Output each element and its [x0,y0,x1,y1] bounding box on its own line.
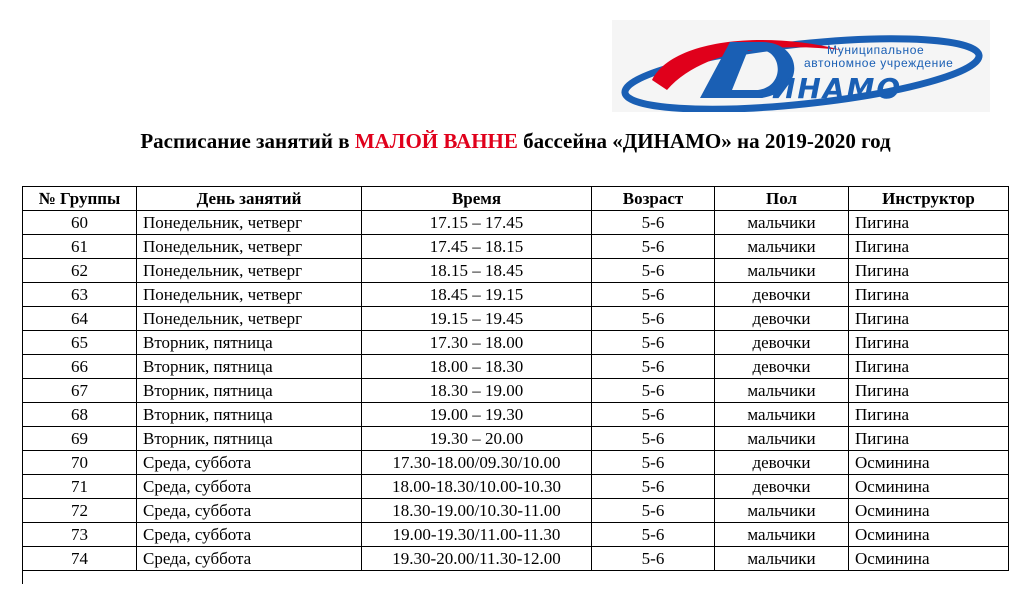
group-number-cell: 63 [23,283,137,307]
table-header-row [23,187,1009,211]
table-body [23,211,1009,571]
time-cell: 19.30-20.00/11.30-12.00 [362,547,592,571]
time-cell: 18.30-19.00/10.30-11.00 [362,499,592,523]
table-row [23,499,1009,523]
gender-cell: девочки [715,283,849,307]
group-number-cell: 72 [23,499,137,523]
day-cell: Вторник, пятница [137,427,362,451]
day-cell: Среда, суббота [137,475,362,499]
text-cursor [22,567,23,584]
table-row [23,547,1009,571]
day-cell: Вторник, пятница [137,331,362,355]
gender-cell: мальчики [715,211,849,235]
time-cell: 19.30 – 20.00 [362,427,592,451]
header-instructor: Инструктор [849,187,1009,211]
time-cell: 18.00-18.30/10.00-10.30 [362,475,592,499]
group-number-cell: 70 [23,451,137,475]
time-cell: 19.00 – 19.30 [362,403,592,427]
group-number-cell: 69 [23,427,137,451]
day-cell: Вторник, пятница [137,379,362,403]
gender-cell: девочки [715,451,849,475]
table-row [23,355,1009,379]
table-row [23,211,1009,235]
day-cell: Понедельник, четверг [137,259,362,283]
table-row [23,403,1009,427]
age-cell: 5-6 [592,451,715,475]
schedule-table [22,186,1009,571]
title-prefix: Расписание занятий в [140,129,355,153]
day-cell: Среда, суббота [137,547,362,571]
gender-cell: мальчики [715,259,849,283]
age-cell: 5-6 [592,523,715,547]
day-cell: Среда, суббота [137,451,362,475]
time-cell: 18.00 – 18.30 [362,355,592,379]
title-suffix: бассейна «ДИНАМО» на 2019-2020 год [517,129,891,153]
instructor-cell: Пигина [849,307,1009,331]
gender-cell: девочки [715,307,849,331]
gender-cell: мальчики [715,403,849,427]
time-cell: 18.30 – 19.00 [362,379,592,403]
instructor-cell: Пигина [849,427,1009,451]
time-cell: 17.30 – 18.00 [362,331,592,355]
age-cell: 5-6 [592,379,715,403]
day-cell: Понедельник, четверг [137,235,362,259]
time-cell: 19.00-19.30/11.00-11.30 [362,523,592,547]
day-cell: Вторник, пятница [137,403,362,427]
table-row [23,235,1009,259]
group-number-cell: 60 [23,211,137,235]
group-number-cell: 62 [23,259,137,283]
gender-cell: мальчики [715,427,849,451]
gender-cell: мальчики [715,235,849,259]
time-cell: 18.45 – 19.15 [362,283,592,307]
age-cell: 5-6 [592,499,715,523]
age-cell: 5-6 [592,427,715,451]
time-cell: 17.15 – 17.45 [362,211,592,235]
title-highlight: МАЛОЙ ВАННЕ [354,129,518,153]
logo-text-line2: автономное учреждение [804,56,954,70]
instructor-cell: Пигина [849,355,1009,379]
logo-text-line1: Муниципальное [827,43,925,57]
table-row [23,475,1009,499]
dinamo-logo [612,20,990,112]
age-cell: 5-6 [592,259,715,283]
group-number-cell: 66 [23,355,137,379]
page-title [0,129,1031,154]
group-number-cell: 65 [23,331,137,355]
header-age: Возраст [592,187,715,211]
gender-cell: девочки [715,355,849,379]
instructor-cell: Пигина [849,379,1009,403]
instructor-cell: Осминина [849,523,1009,547]
group-number-cell: 61 [23,235,137,259]
header-gender: Пол [715,187,849,211]
instructor-cell: Пигина [849,259,1009,283]
header-time: Время [362,187,592,211]
group-number-cell: 68 [23,403,137,427]
gender-cell: мальчики [715,523,849,547]
age-cell: 5-6 [592,331,715,355]
instructor-cell: Пигина [849,283,1009,307]
day-cell: Понедельник, четверг [137,307,362,331]
group-number-cell: 73 [23,523,137,547]
table-row [23,307,1009,331]
group-number-cell: 71 [23,475,137,499]
instructor-cell: Осминина [849,547,1009,571]
instructor-cell: Пигина [849,331,1009,355]
age-cell: 5-6 [592,355,715,379]
table-row [23,451,1009,475]
age-cell: 5-6 [592,211,715,235]
gender-cell: девочки [715,475,849,499]
table-row [23,379,1009,403]
day-cell: Среда, суббота [137,523,362,547]
table-row [23,331,1009,355]
instructor-cell: Осминина [849,451,1009,475]
age-cell: 5-6 [592,235,715,259]
table-row [23,259,1009,283]
header-day: День занятий [137,187,362,211]
age-cell: 5-6 [592,307,715,331]
age-cell: 5-6 [592,283,715,307]
svg-text:ИНАМО: ИНАМО [772,72,903,105]
age-cell: 5-6 [592,547,715,571]
table-row [23,427,1009,451]
day-cell: Понедельник, четверг [137,211,362,235]
gender-cell: мальчики [715,547,849,571]
instructor-cell: Пигина [849,235,1009,259]
instructor-cell: Пигина [849,403,1009,427]
gender-cell: мальчики [715,379,849,403]
instructor-cell: Осминина [849,499,1009,523]
table-row [23,283,1009,307]
gender-cell: мальчики [715,499,849,523]
table-row [23,523,1009,547]
group-number-cell: 64 [23,307,137,331]
time-cell: 17.45 – 18.15 [362,235,592,259]
day-cell: Понедельник, четверг [137,283,362,307]
instructor-cell: Пигина [849,211,1009,235]
time-cell: 19.15 – 19.45 [362,307,592,331]
instructor-cell: Осминина [849,475,1009,499]
day-cell: Среда, суббота [137,499,362,523]
age-cell: 5-6 [592,475,715,499]
group-number-cell: 74 [23,547,137,571]
time-cell: 17.30-18.00/09.30/10.00 [362,451,592,475]
age-cell: 5-6 [592,403,715,427]
group-number-cell: 67 [23,379,137,403]
gender-cell: девочки [715,331,849,355]
time-cell: 18.15 – 18.45 [362,259,592,283]
header-group: № Группы [23,187,137,211]
day-cell: Вторник, пятница [137,355,362,379]
